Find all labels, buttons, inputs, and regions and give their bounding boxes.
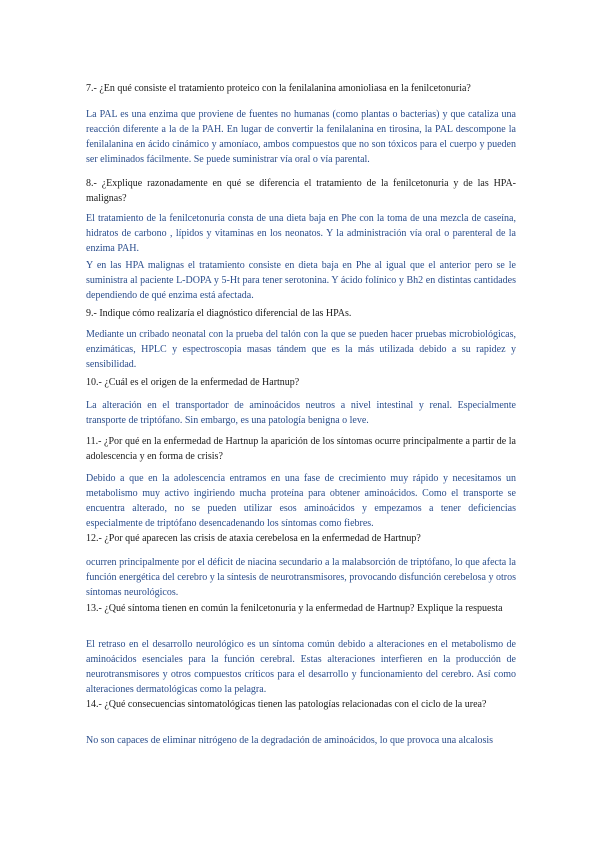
question-14: 14.- ¿Qué consecuencias sintomatológicas tienen las patologías relacionadas con el ciclo de la urea? xyxy=(86,699,487,710)
answer-8-paragraph-2: Y en las HPA malignas el tratamiento consiste en dieta baja en Phe al igual que el anterior pero se le suministra al paciente L-DOPA y 5-Ht para tener serotonina. Y ácido folínico y Bh2 en distintas cantidades dependiendo de qué enzima está afectada. xyxy=(86,260,516,301)
answer-12: ocurren principalmente por el déficit de niacina secundario a la malabsorción de triptófano, lo que afecta la función energética del cerebro y la síntesis de neurotransmisores, provocando disfunción cerebelosa y otros síntomas neurológicos. xyxy=(86,557,516,598)
question-9: 9.- Indique cómo realizaría el diagnóstico diferencial de las HPAs. xyxy=(86,308,352,319)
question-10: 10.- ¿Cuál es el origen de la enfermedad de Hartnup? xyxy=(86,377,300,388)
question-8: 8.- ¿Explique razonadamente en qué se diferencia el tratamiento de la fenilcetonuria y de las HPA-malignas? xyxy=(86,178,516,204)
answer-14: No son capaces de eliminar nitrógeno de la degradación de aminoácidos, lo que provoca una alcalosis xyxy=(86,735,494,746)
answer-10: La alteración en el transportador de aminoácidos neutros a nivel intestinal y renal. Especialmente transporte de triptófano. Sin embargo, es una patología benigna o leve. xyxy=(86,400,516,426)
question-12: 12.- ¿Por qué aparecen las crisis de ataxia cerebelosa en la enfermedad de Hartnup? xyxy=(86,533,421,544)
answer-7: La PAL es una enzima que proviene de fuentes no humanas (como plantas o bacterias) y que cataliza una reacción diferente a la de la PAH. En lugar de convertir la fenilalanina en tirosina, la PAL descompone la fenilalanina en ácido cinámico y amoníaco, ambos compuestos que no son tóxicos para el cuerpo y pueden ser eliminados fácilmente. Se puede suministrar vía oral o vía parental. xyxy=(86,109,516,165)
question-13: 13.- ¿Qué síntoma tienen en común la fenilcetonuria y la enfermedad de Hartnup? Explique la respuesta xyxy=(86,603,503,614)
question-7: 7.- ¿En qué consiste el tratamiento proteico con la fenilalanina amonioliasa en la fenilcetonuria? xyxy=(86,83,471,94)
answer-9: Mediante un cribado neonatal con la prueba del talón con la que se pueden hacer pruebas microbiológicas, enzimáticas, HPLC y espectroscopia masas tándem que es la más utilizada debido a su rapidez y sensibilidad. xyxy=(86,329,516,370)
answer-11: Debido a que en la adolescencia entramos en una fase de crecimiento muy rápido y necesitamos un metabolismo muy activo ingiriendo mucha proteína para obtener aminoácidos. Como el transporte se encuentra alterado, no se pueden utilizar esos aminoácidos y empezamos a tener deficiencias especialmente de triptófano desencadenando los síntomas como fiebres. xyxy=(86,473,516,529)
answer-8-paragraph-1: El tratamiento de la fenilcetonuria consta de una dieta baja en Phe con la toma de una mezcla de caseína, hidratos de carbono , lípidos y vitaminas en los neonatos. Y la administración vía oral o parenteral de la enzima PAH. xyxy=(86,213,516,254)
answer-13: El retraso en el desarrollo neurológico es un síntoma común debido a alteraciones en el metabolismo de aminoácidos esenciales para la función cerebral. Estas alteraciones interfieren en la producción de neurotransmisores y otros compuestos críticos para el desarrollo y funcionamiento del cerebro. Así como alteraciones dermatológicas como la pelagra. xyxy=(86,639,516,695)
question-11: 11.- ¿Por qué en la enfermedad de Hartnup la aparición de los síntomas ocurre principalmente a partir de la adolescencia y en forma de crisis? xyxy=(86,436,516,462)
